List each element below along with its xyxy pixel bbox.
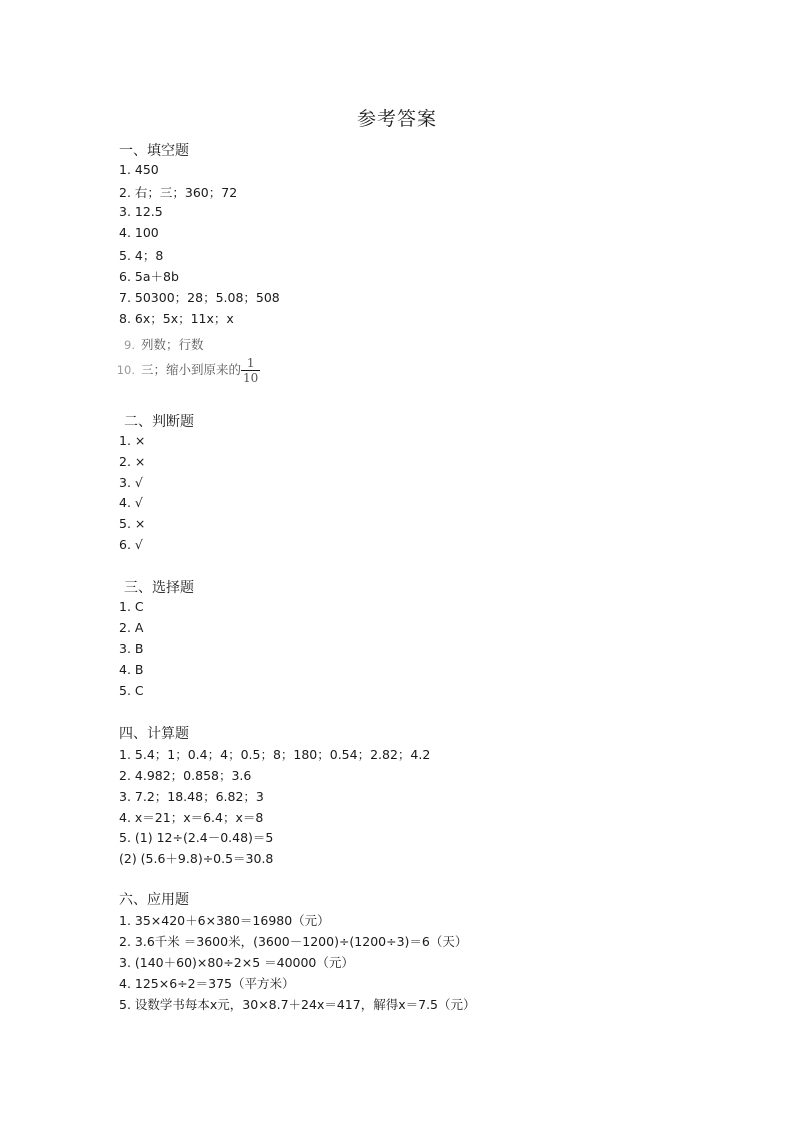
answer-line: 6. 5a＋8b: [119, 269, 179, 284]
answer-line: 3. (140＋60)×80÷2×5 ＝40000（元）: [119, 955, 354, 970]
answer-line: 2. 右；三；360；72: [119, 185, 238, 200]
answer-line: 4. 100: [119, 225, 159, 240]
answer-line: 5. (1) 12÷(2.4－0.48)＝5: [119, 830, 274, 845]
section-heading-fill-blank: 一、填空题: [119, 143, 189, 159]
item-number: 9.: [124, 338, 135, 352]
answer-line: 5. ×: [119, 516, 146, 531]
answer-line: 2. 4.982；0.858；3.6: [119, 768, 252, 783]
answer-line: 6. √: [119, 537, 143, 552]
answer-line: 1. 35×420＋6×380＝16980（元）: [119, 913, 330, 928]
answer-line: 3. 12.5: [119, 204, 163, 219]
fraction-denominator: 10: [243, 371, 259, 385]
answer-line: 1. ×: [119, 433, 146, 448]
answer-line: 3. B: [119, 641, 144, 656]
answer-text: 列数；行数: [141, 337, 204, 352]
page-title: 参考答案: [356, 108, 437, 130]
section-heading-calculation: 四、计算题: [119, 726, 189, 742]
answer-line: 5. 4；8: [119, 248, 164, 263]
answer-line: 3. 7.2；18.48；6.82；3: [119, 789, 264, 804]
answer-line: 8. 6x；5x；11x；x: [119, 311, 234, 326]
item-number: 10.: [116, 363, 135, 377]
answer-line: 2. A: [119, 620, 144, 635]
answer-line: 2. 3.6千米 ＝3600米，(3600－1200)÷(1200÷3)＝6（天）: [119, 934, 468, 949]
section-heading-multiple-choice: 三、选择题: [124, 580, 194, 596]
answer-line: 2. ×: [119, 454, 146, 469]
answer-line: 5. C: [119, 683, 144, 698]
answer-line-9: [113, 335, 204, 353]
answer-line: 1. C: [119, 599, 144, 614]
answer-line: 7. 50300；28；5.08；508: [119, 290, 280, 305]
answer-line: 4. B: [119, 662, 144, 677]
fraction: [241, 356, 260, 385]
answer-line: 4. 125×6÷2＝375（平方米）: [119, 976, 295, 991]
answer-line: 1. 5.4；1；0.4；4；0.5；8；180；0.54；2.82；4.2: [119, 747, 431, 762]
section-heading-true-false: 二、判断题: [124, 414, 194, 430]
answer-line: 4. x＝21；x＝6.4；x＝8: [119, 810, 264, 825]
section-heading-word-problems: 六、应用题: [119, 892, 189, 908]
answer-line-10: [113, 356, 260, 385]
answer-text: 三；缩小到原来的: [141, 362, 242, 377]
answer-line: 3. √: [119, 475, 143, 490]
fraction-numerator: 1: [246, 356, 255, 370]
answer-line: 5. 设数学书每本x元，30×8.7＋24x＝417，解得x＝7.5（元）: [119, 997, 476, 1012]
answer-line: (2) (5.6＋9.8)÷0.5＝30.8: [119, 851, 274, 866]
answer-line: 4. √: [119, 495, 143, 510]
answer-line: 1. 450: [119, 162, 159, 177]
